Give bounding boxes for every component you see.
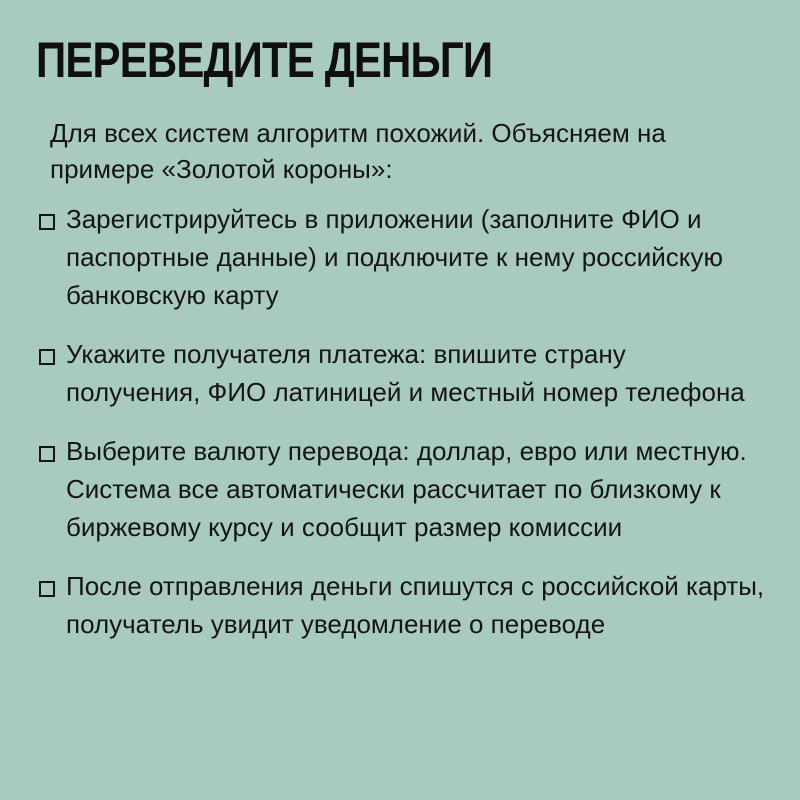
- list-item: [36, 567, 766, 643]
- list-item: [36, 200, 766, 314]
- checkbox-icon: [39, 349, 55, 365]
- list-item-text: Укажите получателя платежа: впишите страну получения, ФИО латиницей и местный номер телефона: [66, 339, 745, 407]
- list-item-text: Зарегистрируйтесь в приложении (заполните ФИО и паспортные данные) и подключите к нему российскую банковскую карту: [66, 204, 723, 310]
- checkbox-icon: [39, 581, 55, 597]
- list-item: [36, 432, 766, 546]
- list-item-text: Выберите валюту перевода: доллар, евро или местную. Система все автоматически рассчитает по близкому к биржевому курсу и сообщит размер комиссии: [66, 436, 747, 542]
- steps-list: [36, 200, 766, 664]
- page-title: ПЕРЕВЕДИТЕ ДЕНЬГИ: [36, 32, 493, 88]
- intro-text: Для всех систем алгоритм похожий. Объясняем на примере «Золотой короны»:: [50, 118, 666, 184]
- checkbox-icon: [39, 446, 55, 462]
- checkbox-icon: [39, 214, 55, 230]
- list-item-text: После отправления деньги спишутся с российской карты, получатель увидит уведомление о переводе: [66, 571, 765, 639]
- list-item: [36, 335, 766, 411]
